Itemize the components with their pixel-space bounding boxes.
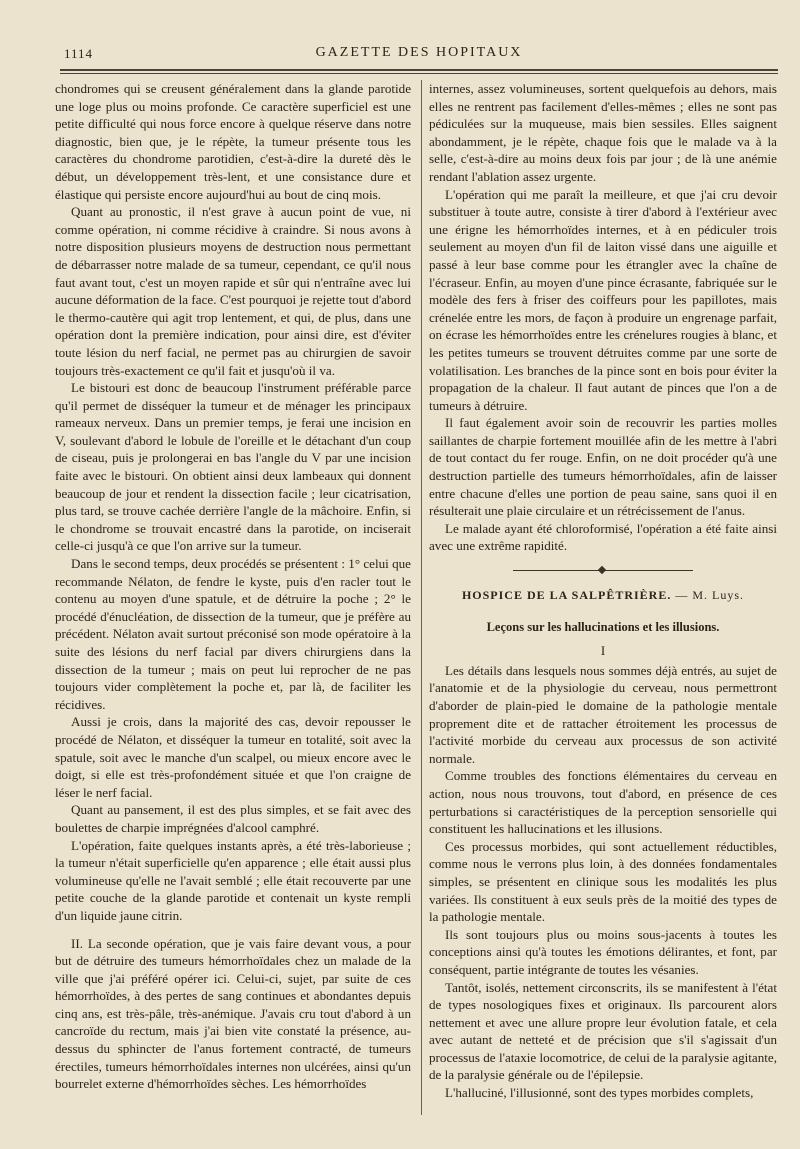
header-rule-thin	[60, 73, 778, 74]
paragraph: L'opération qui me paraît la meilleure, et que j'ai cru devoir substituer à toute autre, consiste à tirer d'abord à l'extérieur avec une érigne les hémorrhoïdes internes, et à en pédiculer trois seulement au moyen d'un fil de laiton vissé dans une aiguille et passé à leur base comme pour les étrangler avec la chaîne de l'écraseur. Enfin, au moyen d'une pince écrasante, fabriquée sur le modèle des fers à friser des coiffeurs pour les papillotes, mais crénelée entre les mors, de façon à produire un engrenage parfait, on écrase les hémorrhoïdes entre les crénelures rougies à blanc, et les petites tumeurs se trouvent détruites comme par une sorte de volatilisation. Les branches de la pince sont en bois pour éviter la propagation de la chaleur. Il faut autant de pinces que l'on a de tumeurs à détruire.	[429, 186, 777, 413]
column-divider	[421, 80, 422, 1115]
section-number: I	[600, 643, 606, 659]
paragraph: Ils sont toujours plus ou moins sous-jacents à toutes les conceptions ainsi qu'à toutes les émotions délirantes, et font, par conséquent, partie intégrante de toutes les vésanies.	[429, 926, 777, 977]
left-column	[55, 80, 411, 1093]
paragraph: Le bistouri est donc de beaucoup l'instrument préférable parce qu'il permet de disséquer la tumeur et de ménager les principaux rameaux nerveux. Dans un premier temps, je ferai une incision en V, soulevant d'abord le lobule de l'oreille et le détachant d'un coup de ciseau, puis je prolongerai en bas l'angle du V par une incision faite avec le bistouri. On obtient ainsi deux lambeaux qui donnent beaucoup de jour et rendent la dissection facile ; leur cicatrisation, plus tard, se trouve cachée derrière l'angle de la mâchoire. Enfin, si le chondrome se trouvait encastré dans la parotide, on inciserait celle-ci jusqu'à ce que l'on arrive sur la tumeur.	[55, 380, 411, 554]
paragraph: Aussi je crois, dans la majorité des cas, devoir repousser le procédé de Nélaton, et disséquer la tumeur en totalité, soit avec la spatule, soit avec le manche d'un scalpel, ou mieux encore avec le doigt, si elle est très-profondément située et que l'on craigne de léser le nerf facial.	[55, 714, 411, 800]
journal-title: GAZETTE DES HOPITAUX	[315, 45, 523, 60]
lecture-title: Leçons sur les hallucinations et les illusions.	[486, 619, 720, 634]
page-header	[60, 40, 778, 62]
paragraph: Le malade ayant été chloroformisé, l'opération a été faite ainsi avec une extrême rapidité.	[429, 520, 777, 554]
paragraph: internes, assez volumineuses, sortent quelquefois au dehors, mais elles ne rentrent pas facilement d'elles-mêmes ; elles ne sont pas pédiculées sur la muqueuse, mais bien sessiles. Elles saignent abondamment, je le répète, chaque fois que le malade va à la selle, c'est-à-dire au moins deux fois par jour ; de là une anémie rendant l'ablation assez urgente.	[429, 81, 777, 184]
paragraph: Ces processus morbides, qui sont actuellement réductibles, comme nous le verrons plus loin, à des données fondamentales simples, se présentent en clinique sous les modalités les plus variées. Ils constituent à eux seuls près de la moitié des types de la pathologie mentale.	[429, 838, 777, 925]
institution-name: HOSPICE DE LA SALPÊTRIÈRE.	[461, 588, 672, 603]
heading-dash: —	[671, 588, 693, 603]
paragraph: Quant au pansement, il est des plus simples, et se fait avec des boulettes de charpie imprégnées d'alcool camphré.	[55, 802, 411, 835]
paragraph: II. La seconde opération, que je vais faire devant vous, a pour but de détruire des tumeurs hémorrhoïdales chez un malade de la ville que j'ai préféré opérer ici. Celui-ci, sujet, par suite de ces hémorrhoïdes, à des pertes de sang continues et abondantes depuis cinq ans, est très-pâle, très-anémique. J'avais cru tout d'abord à un cancroïde du rectum, mais j'ai bien vite constaté la présence, au-dessus du sphincter de l'anus fortement contracté, de tumeurs érectiles, tumeurs hémorrhoïdales internes non ulcérées, ainsi qu'un bourrelet externe d'hémorrhoïdes sèches. Les hémorrhoïdes	[55, 935, 411, 1092]
paragraph: Les détails dans lesquels nous sommes déjà entrés, au sujet de l'anatomie et de la physiologie du cerveau, nous permettront d'aborder de plain-pied le domaine de la pathologie mentale proprement dite et de rattacher étroitement les processus de l'activité morbide du cerveau aux processus de son activité normale.	[429, 662, 777, 766]
paragraph: Il faut également avoir soin de recouvrir les parties molles saillantes de charpie fortement mouillée afin de les mettre à l'abri de tout contact du fer rouge. Enfin, on ne doit procéder qu'à une destruction partielle des tumeurs hémorrhoïdales, afin de laisser entre chacune d'elles une portion de peau saine, sans quoi il en résulterait une plaie circulaire et un rétrécissement de l'anus.	[429, 415, 777, 519]
section-separator	[513, 567, 693, 575]
paragraph: chondromes qui se creusent généralement dans la glande parotide une loge plus ou moins profonde. Ce caractère superficiel est une petite difficulté qui nous force encore à quelque réserve dans notre diagnostic, bien que, je le répète, la tumeur présente tous les caractères du chondrome parotidien, c'est-à-dire la dureté dès le début, un développement très-lent, et une consistance dure et élastique qui persiste encore aujourd'hui au bout de cinq mois.	[55, 81, 411, 202]
paragraph: Quant au pronostic, il n'est grave à aucun point de vue, ni comme opération, ni comme récidive à craindre. Si nous avons à notre disposition plusieurs moyens de destruction nous permettant de débarrasser notre malade de sa tumeur, cependant, ce qu'il nous faut avant tout, c'est un moyen rapide et sûr qui n'entraîne avec lui aucune déformation de la face. C'est pourquoi je rejette tout d'abord le thermo-cautère qui agit trop lentement, et qui, de plus, dans une opération dont la première indication, pour ainsi dire, est d'éviter toute lésion du nerf facial, ne permet pas au chirurgien de savoir toujours très-exactement ce qu'il fait et jusqu'où il va.	[55, 204, 411, 378]
header-rule-thick	[60, 69, 778, 71]
lecturer-name: M. Luys.	[692, 588, 745, 603]
page-number: 1114	[64, 46, 94, 61]
paragraph: Comme troubles des fonctions élémentaires du cerveau en action, nous nous trouvons, tout d'abord, en présence de ces perturbations si caractéristiques de la perception sensorielle qui constituent les hallucinations et les illusions.	[429, 768, 777, 837]
separator-ornament	[598, 566, 606, 574]
right-column	[429, 80, 777, 1102]
paragraph: Dans le second temps, deux procédés se présentent : 1° celui que recommande Nélaton, de fendre le kyste, puis d'en racler tout le contenu au moyen d'une spatule, et de détruire la poche ; 2° le procédé d'énucléation, de dissection de la tumeur, que je préfère au précédent. Nélaton avait surtout préconisé son mode opératoire à la suite des lésions du nerf facial par divers chirurgiens dans la dissection de la tumeur ; mais on peut lui reprocher de ne pas toujours vider complètement la poche et, par là, de faciliter les récidives.	[55, 556, 411, 712]
paragraph: L'opération, faite quelques instants après, a été très-laborieuse ; la tumeur n'était superficielle qu'en apparence ; elle était aussi plus volumineuse qu'elle ne l'avait semblé ; elle était recouverte par une petite couche de la glande parotide et contenait un kyste rempli d'un liquide jaune citrin.	[55, 837, 411, 923]
paragraph: L'halluciné, l'illusionné, sont des types morbides complets,	[445, 1085, 754, 1101]
hospital-heading	[429, 587, 777, 605]
paragraph: Tantôt, isolés, nettement circonscrits, ils se manifestent à l'état de types nosologiques fixes et originaux. Ils parcourent alors nettement et avec une allure propre leur évolution fatale, et cela avec autant de netteté et de précision que s'il s'agissait d'un processus de l'ataxie locomotrice, de celui de la paralysie agitante, de la paralysie générale ou de l'épilepsie.	[429, 979, 777, 1083]
